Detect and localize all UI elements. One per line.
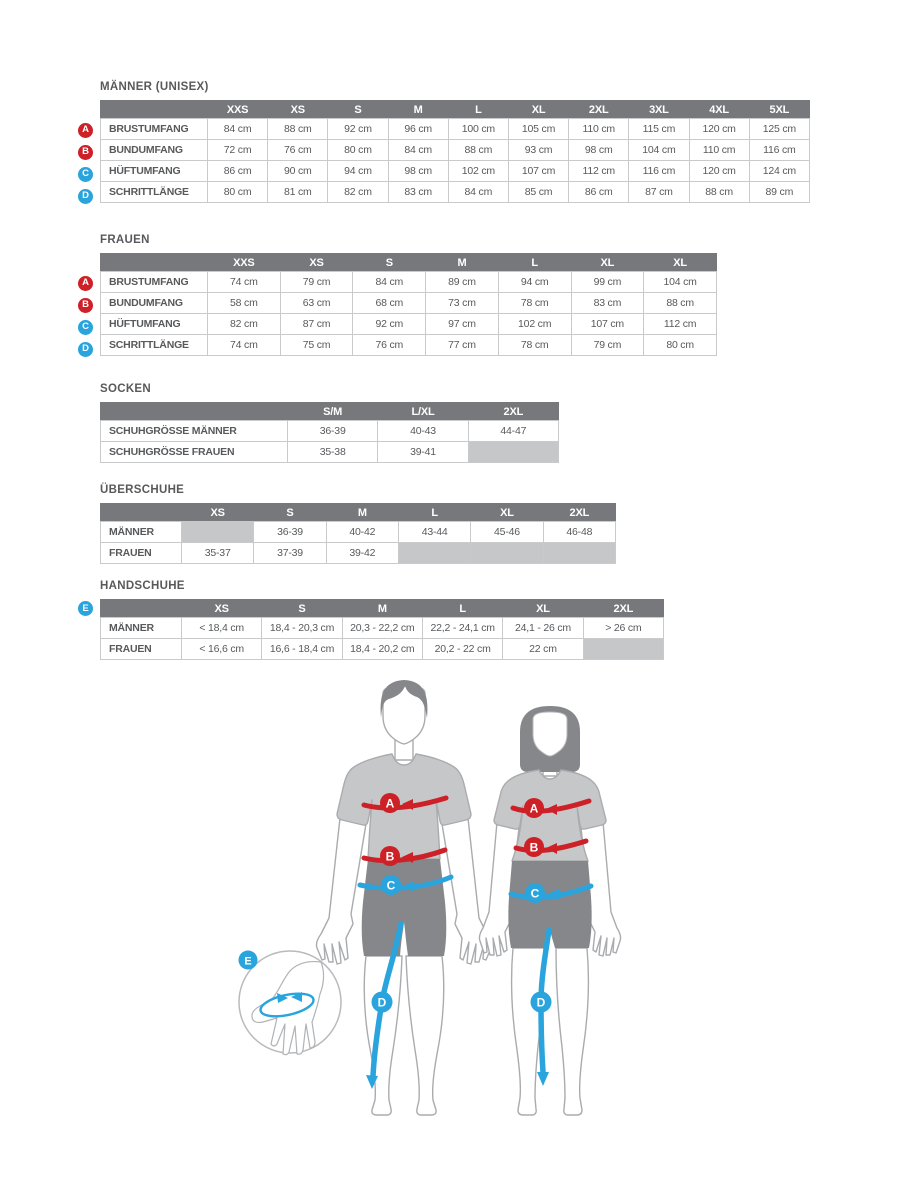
row-label: BUNDUMFANG bbox=[101, 293, 208, 314]
size-value-cell: 85 cm bbox=[508, 182, 568, 203]
row-label: MÄNNER bbox=[101, 618, 182, 639]
size-column-header: XL bbox=[644, 254, 717, 272]
size-column-header: S bbox=[328, 101, 388, 119]
size-value-cell: 102 cm bbox=[448, 161, 508, 182]
size-column-header: S bbox=[262, 600, 342, 618]
row-label: BRUSTUMFANG bbox=[101, 119, 208, 140]
maenner-size-table bbox=[82, 100, 810, 203]
size-value-cell: 112 cm bbox=[569, 161, 629, 182]
size-column-header: XXS bbox=[208, 101, 268, 119]
female-legs bbox=[512, 948, 589, 1115]
size-column-header: XL bbox=[508, 101, 568, 119]
handschuhe-size-table bbox=[82, 599, 664, 660]
size-value-cell: 92 cm bbox=[328, 119, 388, 140]
size-value-cell: 89 cm bbox=[426, 272, 499, 293]
table-row bbox=[101, 119, 810, 140]
size-value-cell: 76 cm bbox=[268, 140, 328, 161]
size-column-header: L bbox=[422, 600, 502, 618]
socken-size-table bbox=[100, 402, 559, 463]
row-label: BRUSTUMFANG bbox=[101, 272, 208, 293]
size-value-cell: 107 cm bbox=[571, 314, 644, 335]
size-column-header: L bbox=[498, 254, 571, 272]
male-inseam-badge: D bbox=[377, 995, 387, 1010]
size-column-header: S bbox=[353, 254, 426, 272]
size-value-cell: < 16,6 cm bbox=[182, 639, 262, 660]
size-value-cell: 22 cm bbox=[503, 639, 583, 660]
size-value-cell: 107 cm bbox=[508, 161, 568, 182]
size-value-cell: 78 cm bbox=[498, 335, 571, 356]
section-handschuhe bbox=[82, 579, 664, 660]
section-maenner bbox=[82, 80, 810, 203]
section-title-maenner: MÄNNER (UNISEX) bbox=[100, 81, 209, 93]
row-label: FRAUEN bbox=[101, 543, 182, 564]
size-value-cell: 82 cm bbox=[328, 182, 388, 203]
female-hip-badge: C bbox=[530, 886, 540, 901]
size-value-cell: 80 cm bbox=[328, 140, 388, 161]
size-value-cell: 97 cm bbox=[426, 314, 499, 335]
size-value-cell: 88 cm bbox=[268, 119, 328, 140]
female-figure bbox=[479, 706, 620, 1115]
ueberschuhe-size-table bbox=[100, 503, 616, 564]
size-value-cell: 22,2 - 24,1 cm bbox=[422, 618, 502, 639]
measure-badge-b: B bbox=[78, 298, 93, 313]
size-value-cell: 98 cm bbox=[388, 161, 448, 182]
size-value-cell: 94 cm bbox=[498, 272, 571, 293]
size-value-cell: 84 cm bbox=[448, 182, 508, 203]
size-table bbox=[100, 402, 559, 463]
measure-badge-c: C bbox=[78, 167, 93, 182]
size-value-cell: 73 cm bbox=[426, 293, 499, 314]
size-table bbox=[100, 503, 616, 564]
size-value-cell: 40-42 bbox=[326, 522, 398, 543]
size-value-cell: 115 cm bbox=[629, 119, 689, 140]
size-value-cell: 46-48 bbox=[543, 522, 615, 543]
size-value-cell: > 26 cm bbox=[583, 618, 663, 639]
size-value-cell: 80 cm bbox=[208, 182, 268, 203]
size-column-header: S/M bbox=[288, 403, 378, 421]
size-value-cell: 88 cm bbox=[689, 182, 749, 203]
size-value-cell: 18,4 - 20,3 cm bbox=[262, 618, 342, 639]
male-hip-badge: C bbox=[386, 878, 396, 893]
size-value-cell: 16,6 - 18,4 cm bbox=[262, 639, 342, 660]
size-value-cell: 100 cm bbox=[448, 119, 508, 140]
table-row bbox=[101, 442, 559, 463]
measurement-diagram bbox=[225, 672, 685, 1142]
size-value-cell: 74 cm bbox=[208, 272, 281, 293]
size-value-cell: 104 cm bbox=[629, 140, 689, 161]
male-chest-badge: A bbox=[385, 796, 395, 811]
size-value-cell bbox=[471, 543, 543, 564]
size-value-cell: 24,1 - 26 cm bbox=[503, 618, 583, 639]
size-value-cell: 105 cm bbox=[508, 119, 568, 140]
size-value-cell: 94 cm bbox=[328, 161, 388, 182]
size-value-cell: 87 cm bbox=[629, 182, 689, 203]
size-column-header: XS bbox=[280, 254, 353, 272]
size-column-header: XL bbox=[471, 504, 543, 522]
table-row bbox=[101, 314, 717, 335]
size-column-header: 3XL bbox=[629, 101, 689, 119]
measure-badge-d: D bbox=[78, 189, 93, 204]
table-row bbox=[101, 543, 616, 564]
table-row bbox=[101, 639, 664, 660]
size-value-cell: 18,4 - 20,2 cm bbox=[342, 639, 422, 660]
size-column-header: 2XL bbox=[569, 101, 629, 119]
size-value-cell: 79 cm bbox=[571, 335, 644, 356]
table-corner-cell bbox=[101, 254, 208, 272]
size-column-header: M bbox=[388, 101, 448, 119]
size-column-header: XS bbox=[182, 600, 262, 618]
size-column-header: 2XL bbox=[468, 403, 558, 421]
size-value-cell: 104 cm bbox=[644, 272, 717, 293]
size-table bbox=[100, 253, 717, 356]
size-value-cell: 81 cm bbox=[268, 182, 328, 203]
size-value-cell: < 18,4 cm bbox=[182, 618, 262, 639]
size-column-header: L/XL bbox=[378, 403, 468, 421]
male-waist-badge: B bbox=[385, 849, 395, 864]
size-value-cell: 36-39 bbox=[254, 522, 326, 543]
size-value-cell: 83 cm bbox=[571, 293, 644, 314]
table-row bbox=[101, 335, 717, 356]
size-value-cell: 35-38 bbox=[288, 442, 378, 463]
size-value-cell: 76 cm bbox=[353, 335, 426, 356]
size-value-cell: 39-41 bbox=[378, 442, 468, 463]
row-label: MÄNNER bbox=[101, 522, 182, 543]
table-corner-cell bbox=[101, 600, 182, 618]
size-column-header: M bbox=[326, 504, 398, 522]
table-corner-cell bbox=[101, 101, 208, 119]
section-title-socken: SOCKEN bbox=[100, 383, 152, 395]
measure-badge-c: C bbox=[78, 320, 93, 335]
size-column-header: S bbox=[254, 504, 326, 522]
size-value-cell: 74 cm bbox=[208, 335, 281, 356]
section-title-frauen: FRAUEN bbox=[100, 234, 150, 246]
size-value-cell: 58 cm bbox=[208, 293, 281, 314]
size-column-header: M bbox=[426, 254, 499, 272]
measure-badge-a: A bbox=[78, 123, 93, 138]
female-chest-badge: A bbox=[529, 801, 539, 816]
size-column-header: 5XL bbox=[749, 101, 809, 119]
table-row bbox=[101, 293, 717, 314]
size-value-cell: 40-43 bbox=[378, 421, 468, 442]
size-value-cell: 77 cm bbox=[426, 335, 499, 356]
table-corner-cell bbox=[101, 403, 288, 421]
size-value-cell: 83 cm bbox=[388, 182, 448, 203]
size-value-cell: 112 cm bbox=[644, 314, 717, 335]
size-value-cell: 68 cm bbox=[353, 293, 426, 314]
size-column-header: 4XL bbox=[689, 101, 749, 119]
size-value-cell: 93 cm bbox=[508, 140, 568, 161]
table-row bbox=[101, 421, 559, 442]
measure-badge-a: A bbox=[78, 276, 93, 291]
row-label: BUNDUMFANG bbox=[101, 140, 208, 161]
size-column-header: XS bbox=[182, 504, 254, 522]
row-label: SCHUHGRÖSSE FRAUEN bbox=[101, 442, 288, 463]
size-value-cell: 102 cm bbox=[498, 314, 571, 335]
size-value-cell: 80 cm bbox=[644, 335, 717, 356]
size-value-cell: 78 cm bbox=[498, 293, 571, 314]
size-value-cell: 82 cm bbox=[208, 314, 281, 335]
size-value-cell: 43-44 bbox=[398, 522, 470, 543]
table-row bbox=[101, 161, 810, 182]
size-value-cell: 99 cm bbox=[571, 272, 644, 293]
size-value-cell: 110 cm bbox=[569, 119, 629, 140]
size-value-cell: 37-39 bbox=[254, 543, 326, 564]
size-table bbox=[100, 100, 810, 203]
size-value-cell: 84 cm bbox=[388, 140, 448, 161]
male-shorts bbox=[362, 859, 447, 956]
section-frauen bbox=[82, 233, 717, 356]
size-value-cell: 116 cm bbox=[629, 161, 689, 182]
frauen-size-table bbox=[82, 253, 717, 356]
size-value-cell bbox=[468, 442, 558, 463]
size-value-cell: 35-37 bbox=[182, 543, 254, 564]
size-value-cell: 88 cm bbox=[644, 293, 717, 314]
female-waist-badge: B bbox=[529, 840, 539, 855]
size-value-cell: 92 cm bbox=[353, 314, 426, 335]
female-inseam-badge: D bbox=[536, 995, 546, 1010]
size-column-header: XXS bbox=[208, 254, 281, 272]
size-value-cell: 120 cm bbox=[689, 119, 749, 140]
section-ueberschuhe bbox=[100, 483, 616, 564]
table-row bbox=[101, 522, 616, 543]
size-value-cell: 79 cm bbox=[280, 272, 353, 293]
table-row bbox=[101, 182, 810, 203]
size-value-cell: 125 cm bbox=[749, 119, 809, 140]
size-value-cell: 39-42 bbox=[326, 543, 398, 564]
table-row bbox=[101, 618, 664, 639]
size-value-cell: 86 cm bbox=[569, 182, 629, 203]
row-label: HÜFTUMFANG bbox=[101, 314, 208, 335]
size-value-cell bbox=[182, 522, 254, 543]
row-label: FRAUEN bbox=[101, 639, 182, 660]
measure-badge-e: E bbox=[78, 601, 93, 616]
size-column-header: M bbox=[342, 600, 422, 618]
size-value-cell: 89 cm bbox=[749, 182, 809, 203]
size-value-cell: 44-47 bbox=[468, 421, 558, 442]
size-value-cell bbox=[543, 543, 615, 564]
size-value-cell: 63 cm bbox=[280, 293, 353, 314]
size-column-header: XS bbox=[268, 101, 328, 119]
size-value-cell: 45-46 bbox=[471, 522, 543, 543]
size-value-cell: 110 cm bbox=[689, 140, 749, 161]
size-table bbox=[100, 599, 664, 660]
size-column-header: 2XL bbox=[543, 504, 615, 522]
size-value-cell bbox=[583, 639, 663, 660]
size-value-cell: 96 cm bbox=[388, 119, 448, 140]
measure-badge-d: D bbox=[78, 342, 93, 357]
size-value-cell bbox=[398, 543, 470, 564]
measure-badge-b: B bbox=[78, 145, 93, 160]
row-label: HÜFTUMFANG bbox=[101, 161, 208, 182]
size-value-cell: 72 cm bbox=[208, 140, 268, 161]
section-title-handschuhe: HANDSCHUHE bbox=[100, 580, 185, 592]
section-socken bbox=[100, 382, 559, 463]
size-value-cell: 88 cm bbox=[448, 140, 508, 161]
size-value-cell: 20,2 - 22 cm bbox=[422, 639, 502, 660]
size-value-cell: 120 cm bbox=[689, 161, 749, 182]
size-column-header: XL bbox=[571, 254, 644, 272]
size-value-cell: 84 cm bbox=[208, 119, 268, 140]
size-value-cell: 86 cm bbox=[208, 161, 268, 182]
size-value-cell: 20,3 - 22,2 cm bbox=[342, 618, 422, 639]
table-corner-cell bbox=[101, 504, 182, 522]
row-label: SCHRITTLÄNGE bbox=[101, 182, 208, 203]
row-label: SCHUHGRÖSSE MÄNNER bbox=[101, 421, 288, 442]
male-figure bbox=[317, 680, 492, 1115]
size-column-header: XL bbox=[503, 600, 583, 618]
table-row bbox=[101, 272, 717, 293]
table-row bbox=[101, 140, 810, 161]
size-value-cell: 98 cm bbox=[569, 140, 629, 161]
size-value-cell: 124 cm bbox=[749, 161, 809, 182]
size-value-cell: 87 cm bbox=[280, 314, 353, 335]
size-value-cell: 75 cm bbox=[280, 335, 353, 356]
size-value-cell: 84 cm bbox=[353, 272, 426, 293]
size-column-header: L bbox=[448, 101, 508, 119]
size-column-header: L bbox=[398, 504, 470, 522]
size-column-header: 2XL bbox=[583, 600, 663, 618]
size-value-cell: 90 cm bbox=[268, 161, 328, 182]
size-value-cell: 116 cm bbox=[749, 140, 809, 161]
hand-measure-badge: E bbox=[244, 955, 252, 968]
section-title-ueberschuhe: ÜBERSCHUHE bbox=[100, 484, 185, 496]
row-label: SCHRITTLÄNGE bbox=[101, 335, 208, 356]
size-value-cell: 36-39 bbox=[288, 421, 378, 442]
